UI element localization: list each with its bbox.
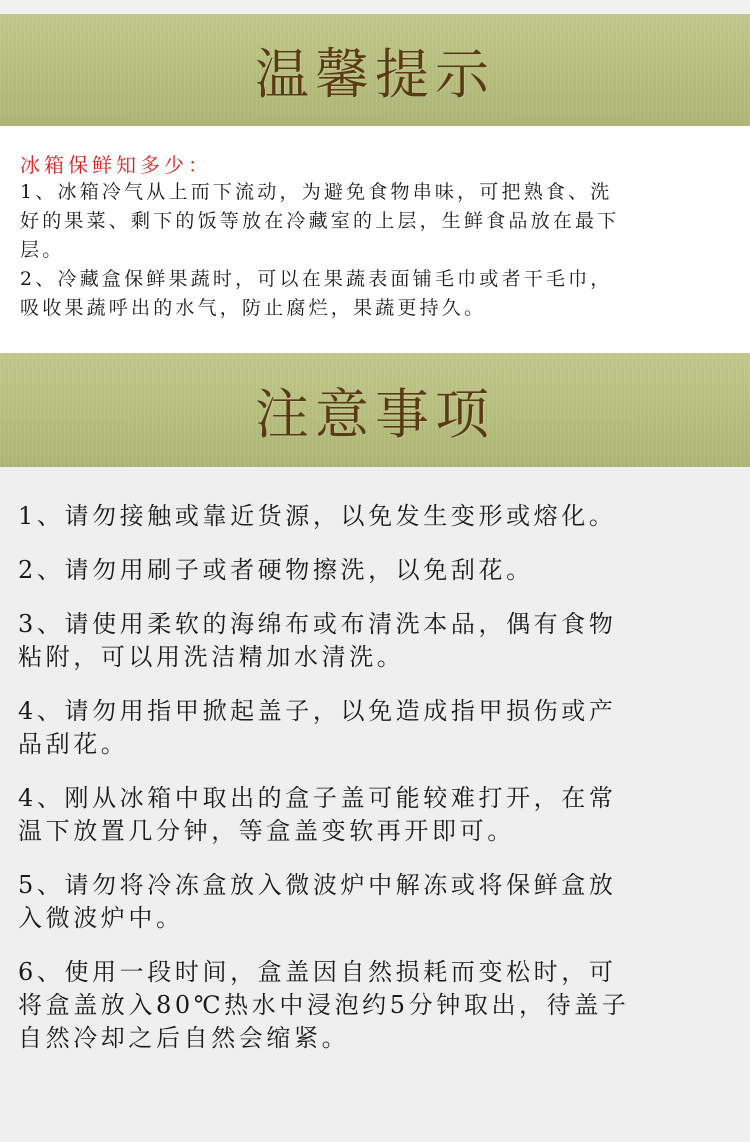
precaution-line: 温下放置几分钟，等盒盖变软再开即可。 (18, 817, 515, 845)
precaution-line: 6、使用一段时间，盒盖因自然损耗而变松时，可 (18, 958, 617, 986)
precaution-item (18, 554, 732, 587)
precautions-title: 注意事项 (255, 382, 495, 446)
precaution-item (18, 782, 732, 848)
tips-line: 2、冷藏盒保鲜果蔬时，可以在果蔬表面铺毛巾或者干毛巾， (20, 268, 613, 290)
precaution-line: 入微波炉中。 (18, 904, 184, 932)
precaution-item (18, 695, 732, 761)
tips-line: 层。 (20, 239, 65, 261)
tips-line: 吸收果蔬呼出的水气，防止腐烂，果蔬更持久。 (20, 297, 487, 319)
precaution-line: 2、请勿用刷子或者硬物擦洗，以免刮花。 (18, 556, 534, 584)
fridge-tips-section (0, 126, 750, 353)
precaution-line: 4、请勿用指甲掀起盖子，以免造成指甲损伤或产 (18, 697, 617, 725)
precaution-line: 3、请使用柔软的海绵布或布清洗本品，偶有食物 (18, 610, 617, 638)
warm-tips-banner (0, 14, 750, 126)
precautions-banner (0, 353, 750, 467)
warm-tips-title: 温馨提示 (255, 42, 495, 106)
precaution-item (18, 956, 732, 1055)
tips-line: 好的果菜、剩下的饭等放在冷藏室的上层，生鲜食品放在最下 (20, 210, 620, 232)
precaution-line: 4、刚从冰箱中取出的盒子盖可能较难打开，在常 (18, 784, 617, 812)
precaution-line: 自然冷却之后自然会缩紧。 (18, 1024, 350, 1052)
precaution-line: 将盒盖放入80℃热水中浸泡约5分钟取出，待盖子 (18, 991, 630, 1019)
precautions-list (0, 467, 750, 1142)
precaution-item (18, 869, 732, 935)
precaution-line: 5、请勿将冷冻盒放入微波炉中解冻或将保鲜盒放 (18, 871, 617, 899)
tips-line: 1、冰箱冷气从上而下流动，为避免食物串味，可把熟食、洗 (20, 181, 613, 203)
precaution-line: 粘附，可以用洗洁精加水清洗。 (18, 643, 405, 671)
precaution-line: 品刮花。 (18, 730, 129, 758)
precaution-line: 1、请勿接触或靠近货源，以免发生变形或熔化。 (18, 502, 617, 530)
precaution-item (18, 608, 732, 674)
fridge-tips-heading: 冰箱保鲜知多少： (20, 153, 212, 177)
precaution-item (18, 500, 732, 533)
